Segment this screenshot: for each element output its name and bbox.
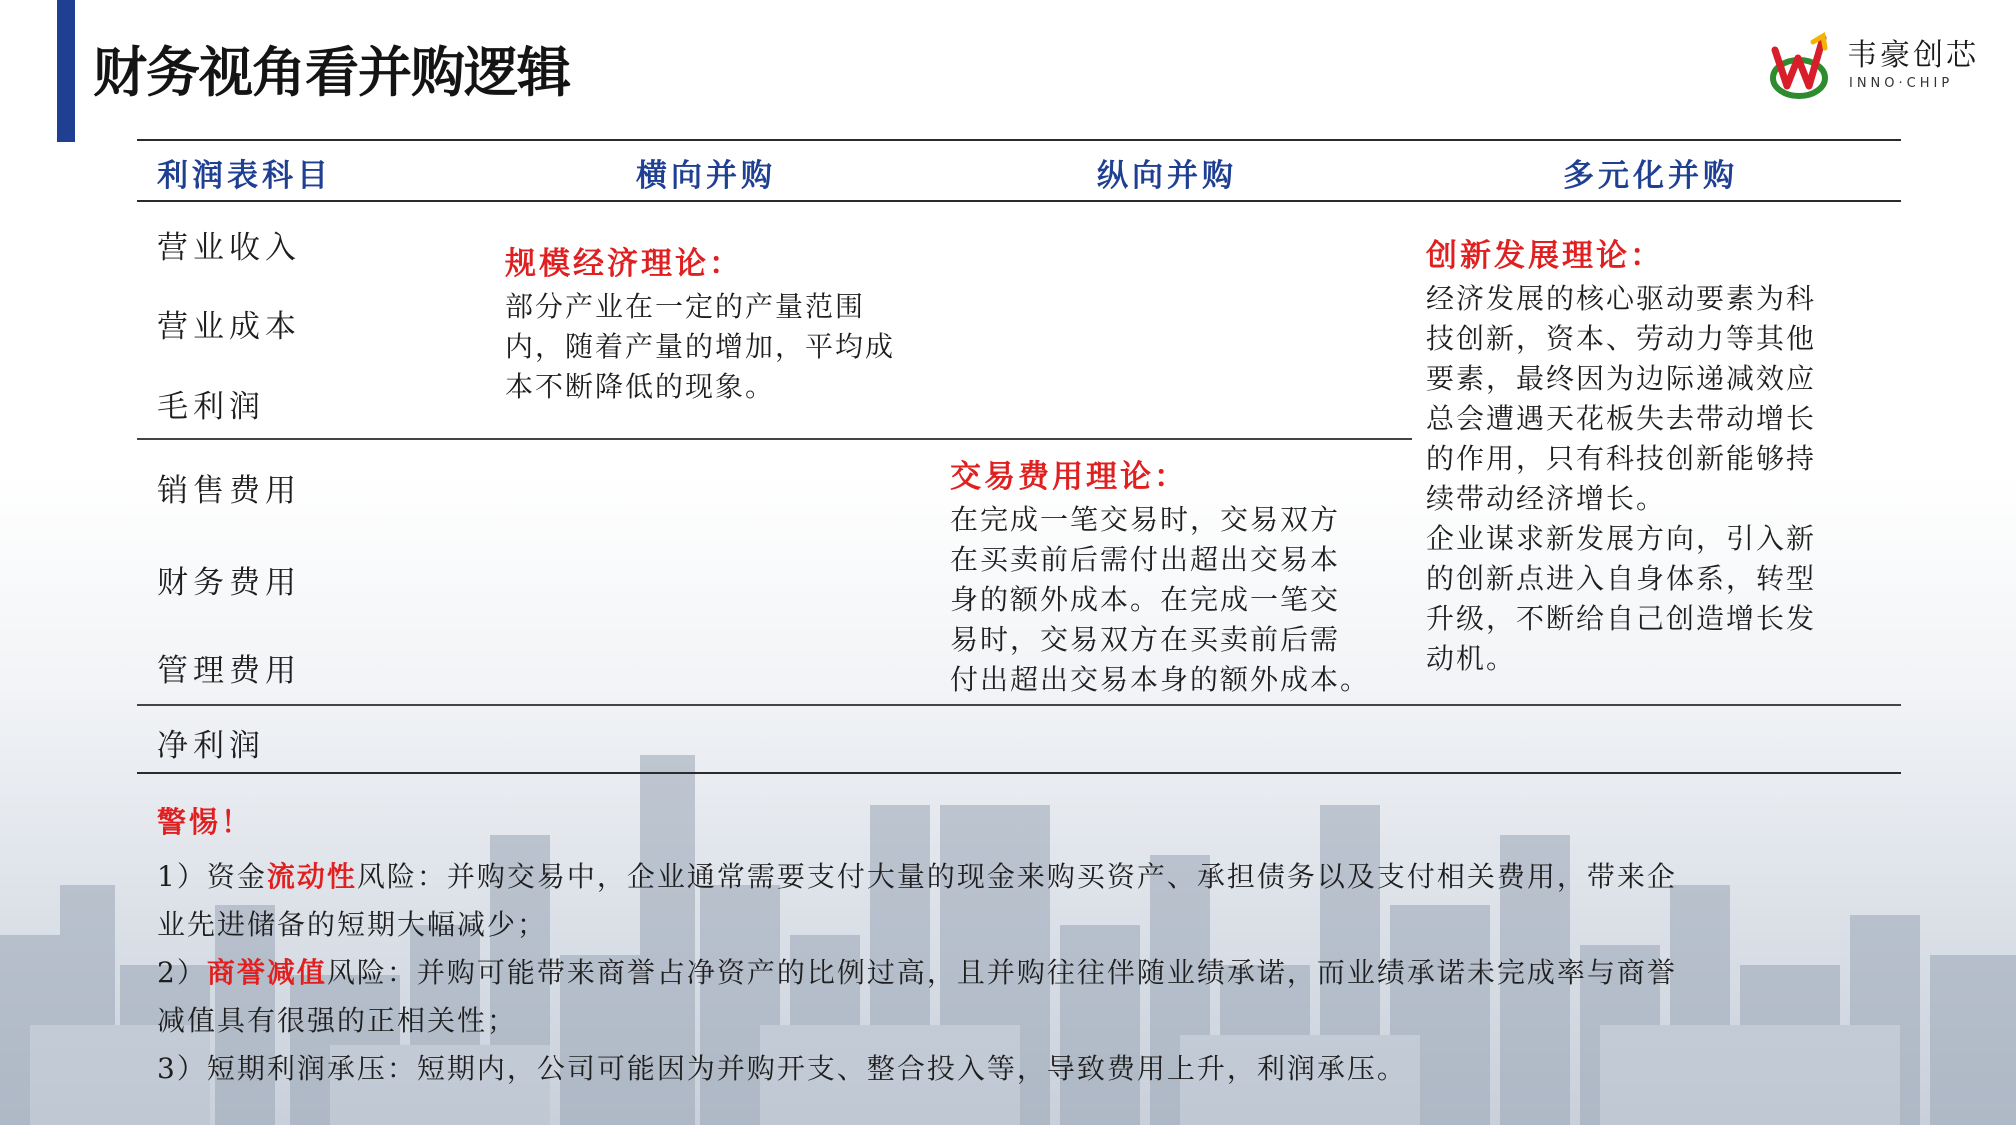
row-net-profit: 净利润 <box>157 728 265 764</box>
highlight-liquidity: 流动性 <box>266 860 357 893</box>
row-financial-expense: 财务费用 <box>157 565 301 601</box>
row-selling-expense: 销售费用 <box>157 473 301 509</box>
warning-title: 警惕！ <box>157 805 254 839</box>
warning-item-liquidity: 1）资金流动性风险：并购交易中，企业通常需要支付大量的现金来购买资产、承担债务以及支付相关费用，带来企 业先进储备的短期大幅减少； <box>157 860 1677 941</box>
innovation-theory-title: 创新发展理论： <box>1426 238 1664 274</box>
table-bottom-rule <box>137 772 1901 774</box>
row-gross-profit: 毛利润 <box>157 389 265 425</box>
transaction-cost-block <box>950 451 1410 700</box>
transaction-cost-text: 在完成一笔交易时，交易双方 在买卖前后需付出超出交易本 身的额外成本。在完成一笔交 易时，交易双方在买卖前后需 付出超出交易本身的额外成本。 <box>950 503 1371 696</box>
logo-mark-icon <box>1765 28 1831 100</box>
logo-name-en: INNO·CHIP <box>1849 76 1954 91</box>
row-admin-expense: 管理费用 <box>157 653 301 689</box>
header-income-items: 利润表科目 <box>157 158 332 194</box>
warning-section <box>157 800 1887 1093</box>
header-vertical-ma: 纵向并购 <box>1097 158 1237 194</box>
page-title: 财务视角看并购逻辑 <box>93 41 570 104</box>
header-horizontal-ma: 横向并购 <box>636 158 776 194</box>
company-logo <box>1765 24 1995 104</box>
table-group-rule <box>137 438 1412 440</box>
row-cost: 营业成本 <box>157 309 301 345</box>
table-header-rule <box>137 200 1901 202</box>
table-group-rule-2 <box>137 704 1901 706</box>
table-top-rule <box>137 139 1901 141</box>
transaction-cost-title: 交易费用理论： <box>950 459 1188 495</box>
economies-of-scale-text: 部分产业在一定的产量范围 内，随着产量的增加，平均成 本不断降低的现象。 <box>505 290 896 403</box>
economies-of-scale-block <box>505 238 925 407</box>
logo-name-cn: 韦豪创芯 <box>1847 38 1979 73</box>
warning-item-goodwill: 2）商誉减值风险：并购可能带来商誉占净资产的比例过高，且并购往往伴随业绩承诺，而业绩承诺未完成率与商誉 减值具有很强的正相关性； <box>157 956 1677 1037</box>
innovation-theory-text: 经济发展的核心驱动要素为科 技创新，资本、劳动力等其他 要素，最终因为边际递减效应 总会遭遇天花板失去带动增长 的作用，只有科技创新能够持 续带动经济增长。 企业谋求新发展方向，引入新 的创新点进入自身体系，转型 升级，不断给自己创造增长发 动机。 <box>1426 282 1817 675</box>
warning-item-profit-pressure: 3）短期利润承压：短期内，公司可能因为并购开支、整合投入等，导致费用上升，利润承压。 <box>157 1052 1407 1085</box>
title-accent-bar <box>57 0 75 142</box>
row-revenue: 营业收入 <box>157 230 301 266</box>
innovation-theory-block <box>1426 230 1896 679</box>
highlight-goodwill: 商誉减值 <box>206 956 327 989</box>
header-diversified-ma: 多元化并购 <box>1563 158 1738 194</box>
economies-of-scale-title: 规模经济理论： <box>505 246 743 282</box>
